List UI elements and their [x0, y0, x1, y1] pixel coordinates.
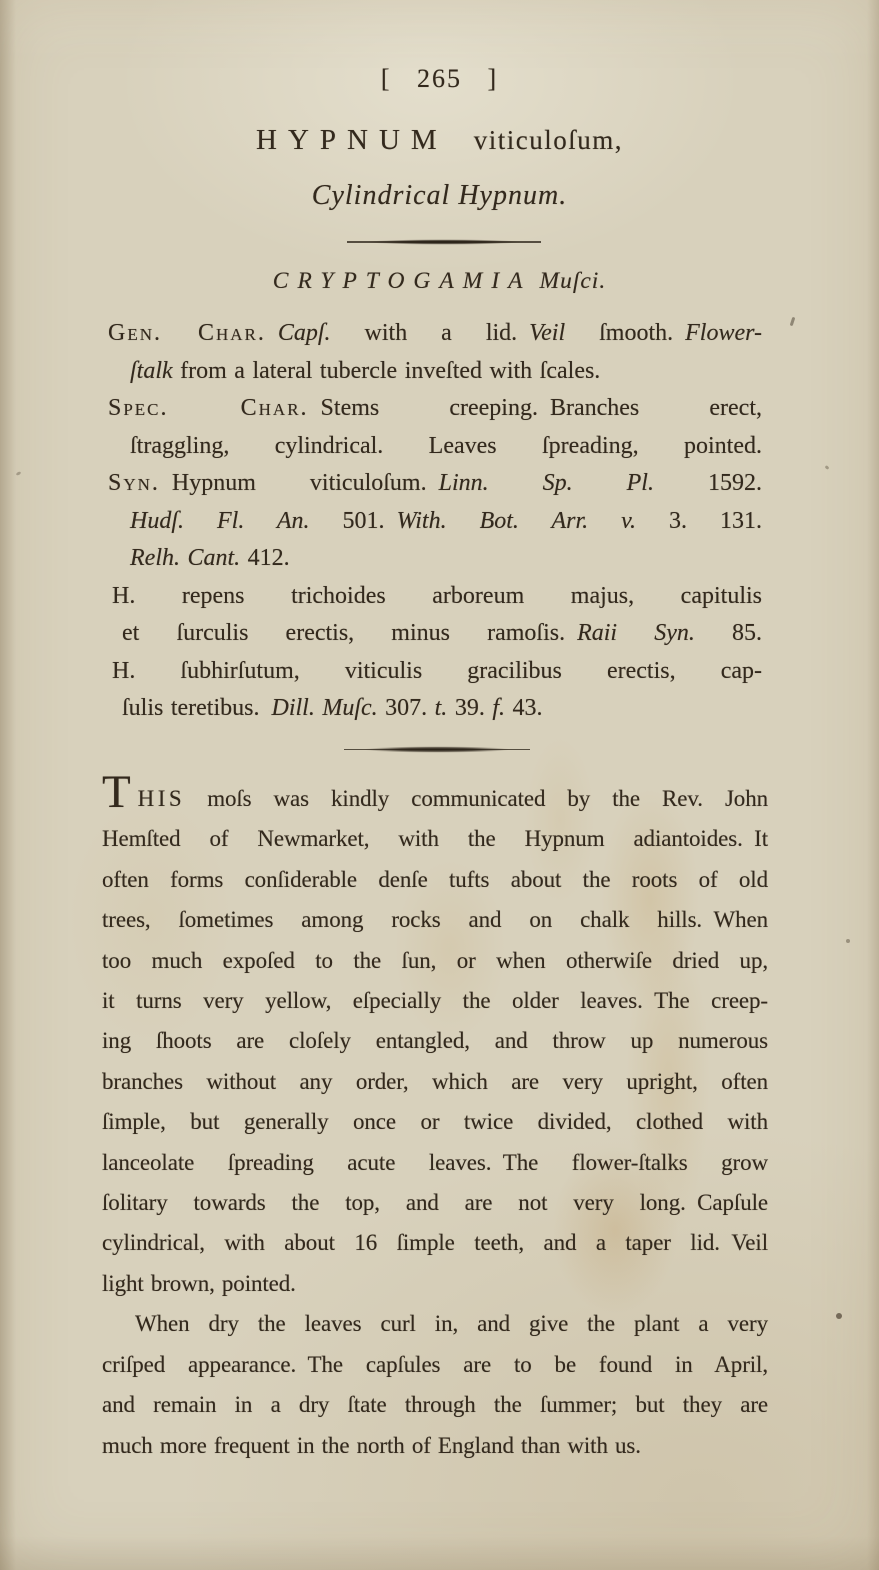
text-line — [102, 1385, 768, 1425]
text-segment: from a lateral tubercle inveſted with ſcales. — [172, 357, 601, 384]
text-segment: Raii Syn. — [577, 620, 695, 646]
text-line — [102, 766, 768, 819]
text-segment: et ſurculis erectis, minus ramoſis. — [122, 620, 578, 646]
text-line — [102, 503, 762, 541]
text-segment: 85. — [694, 620, 762, 646]
text-segment: moſs was kindly communicated by the Rev. John — [185, 786, 768, 811]
divider-rule-top — [341, 239, 547, 245]
text-segment: it turns very yellow, eſpecially the older leaves. The creep- — [102, 988, 768, 1014]
text-segment: Capſ. — [277, 320, 331, 346]
text-segment: Veil — [529, 320, 566, 346]
text-segment: ſtalk — [130, 357, 173, 384]
text-segment: and remain in a dry ſtate through the ſummer; but they are — [102, 1392, 768, 1418]
text-segment: ſmooth. — [565, 320, 686, 346]
rule-core — [347, 241, 541, 243]
ink-speck — [16, 471, 22, 476]
text-line — [102, 1304, 768, 1344]
taxonomy-class: CRYPTOGAMIA — [272, 268, 532, 294]
text-segment: ſolitary towards the top, and are not very long. Capſule — [102, 1190, 768, 1216]
text-line — [102, 941, 768, 981]
text-segment: too much expoſed to the ſun, or when otherwiſe dried up, — [102, 947, 768, 973]
text-segment: H. ſubhirſutum, viticulis gracilibus erectis, cap- — [112, 657, 762, 684]
text-line — [102, 653, 762, 691]
text-line — [102, 1426, 768, 1466]
text-segment — [266, 320, 278, 346]
taxonomy-family: Muſci. — [539, 268, 607, 294]
text-segment: ſtraggling, cylindrical. Leaves ſpreading, pointed. — [130, 432, 762, 459]
characters-block — [102, 315, 762, 728]
text-line — [102, 615, 762, 653]
text-segment: Spec. Char. — [108, 395, 309, 421]
text-line — [102, 353, 762, 391]
text-segment: trees, ſometimes among rocks and on chalk hills. When — [102, 907, 768, 933]
text-line — [102, 1102, 768, 1142]
species-title — [0, 124, 879, 157]
text-segment: Gen. Char. — [108, 320, 266, 346]
rule-core — [344, 749, 530, 751]
text-segment: light brown, pointed. — [102, 1270, 296, 1296]
text-segment: ſimple, but generally once or twice divided, clothed with — [102, 1109, 768, 1135]
classification-line — [0, 268, 879, 295]
text-segment: Hudſ. Fl. An. — [130, 507, 310, 534]
text-line — [102, 1223, 768, 1263]
text-segment: 39. — [447, 695, 493, 721]
text-segment: Dill. Muſc. — [271, 695, 378, 721]
text-line — [102, 465, 762, 503]
text-line — [102, 428, 762, 466]
common-name-title: Cylindrical Hypnum. — [311, 180, 568, 211]
page-folio: [ 265 ] — [380, 64, 499, 93]
text-segment: criſped appearance. The capſules are to be found in April, — [102, 1351, 768, 1377]
text-segment: When dry the leaves curl in, and give the plant a very — [135, 1311, 768, 1337]
text-segment: HIS — [137, 786, 186, 811]
drop-cap-initial: T — [102, 766, 131, 818]
text-segment: 1592. — [653, 470, 763, 496]
text-segment: Hypnum viticuloſum. — [159, 470, 439, 496]
text-segment: with a lid. — [330, 320, 530, 346]
text-segment: Linn. Sp. Pl. — [438, 470, 654, 496]
text-line — [102, 981, 768, 1021]
text-line — [102, 1264, 768, 1304]
text-line — [102, 390, 762, 428]
text-segment: lanceolate ſpreading acute leaves. The flower-ſtalks grow — [102, 1149, 768, 1175]
text-line — [102, 1345, 768, 1385]
text-segment: Stems creeping. Branches erect, — [308, 395, 762, 421]
text-line — [102, 819, 768, 859]
text-line — [102, 1021, 768, 1061]
text-segment: H. repens trichoides arboreum majus, capitulis — [112, 582, 762, 609]
description-block — [102, 766, 768, 1466]
ink-speck — [846, 939, 850, 943]
text-segment: 412. — [240, 545, 290, 571]
text-segment: Flower- — [685, 320, 762, 346]
text-line — [102, 1143, 768, 1183]
text-segment: f. — [492, 695, 505, 721]
species-epithet: viticuloſum, — [473, 125, 623, 155]
text-segment: Hemſted of Newmarket, with the Hypnum adiantoides. It — [102, 826, 768, 852]
text-segment: much more frequent in the north of England than with us. — [102, 1432, 641, 1458]
text-line — [102, 1183, 768, 1223]
text-line — [102, 690, 762, 728]
text-line — [102, 900, 768, 940]
text-segment: 307. — [377, 695, 435, 721]
text-segment: 3. 131. — [636, 507, 763, 534]
genus-name: HYPNUM — [256, 124, 448, 156]
text-segment: t. — [434, 695, 448, 721]
ink-speck — [825, 465, 830, 470]
text-segment: Relh. Cant. — [130, 545, 241, 571]
text-line — [102, 578, 762, 616]
text-segment: often forms conſiderable denſe tufts about the roots of old — [102, 866, 768, 892]
text-segment: ing ſhoots are cloſely entangled, and throw up numerous — [102, 1028, 768, 1054]
text-segment: ſulis teretibus. — [122, 695, 272, 721]
ink-speck — [836, 1313, 842, 1319]
text-segment: cylindrical, with about 16 ſimple teeth, and a taper lid. Veil — [102, 1230, 768, 1256]
text-line — [102, 315, 762, 353]
text-segment: With. Bot. Arr. v. — [396, 507, 637, 534]
text-segment: 43. — [504, 695, 543, 721]
text-line — [102, 1062, 768, 1102]
ink-speck — [790, 317, 796, 326]
text-line — [102, 540, 762, 578]
text-segment: 501. — [309, 507, 397, 534]
text-segment: branches without any order, which are very upright, often — [102, 1068, 768, 1094]
text-line — [102, 860, 768, 900]
text-segment: Syn. — [108, 470, 160, 496]
divider-rule-middle — [338, 746, 536, 753]
